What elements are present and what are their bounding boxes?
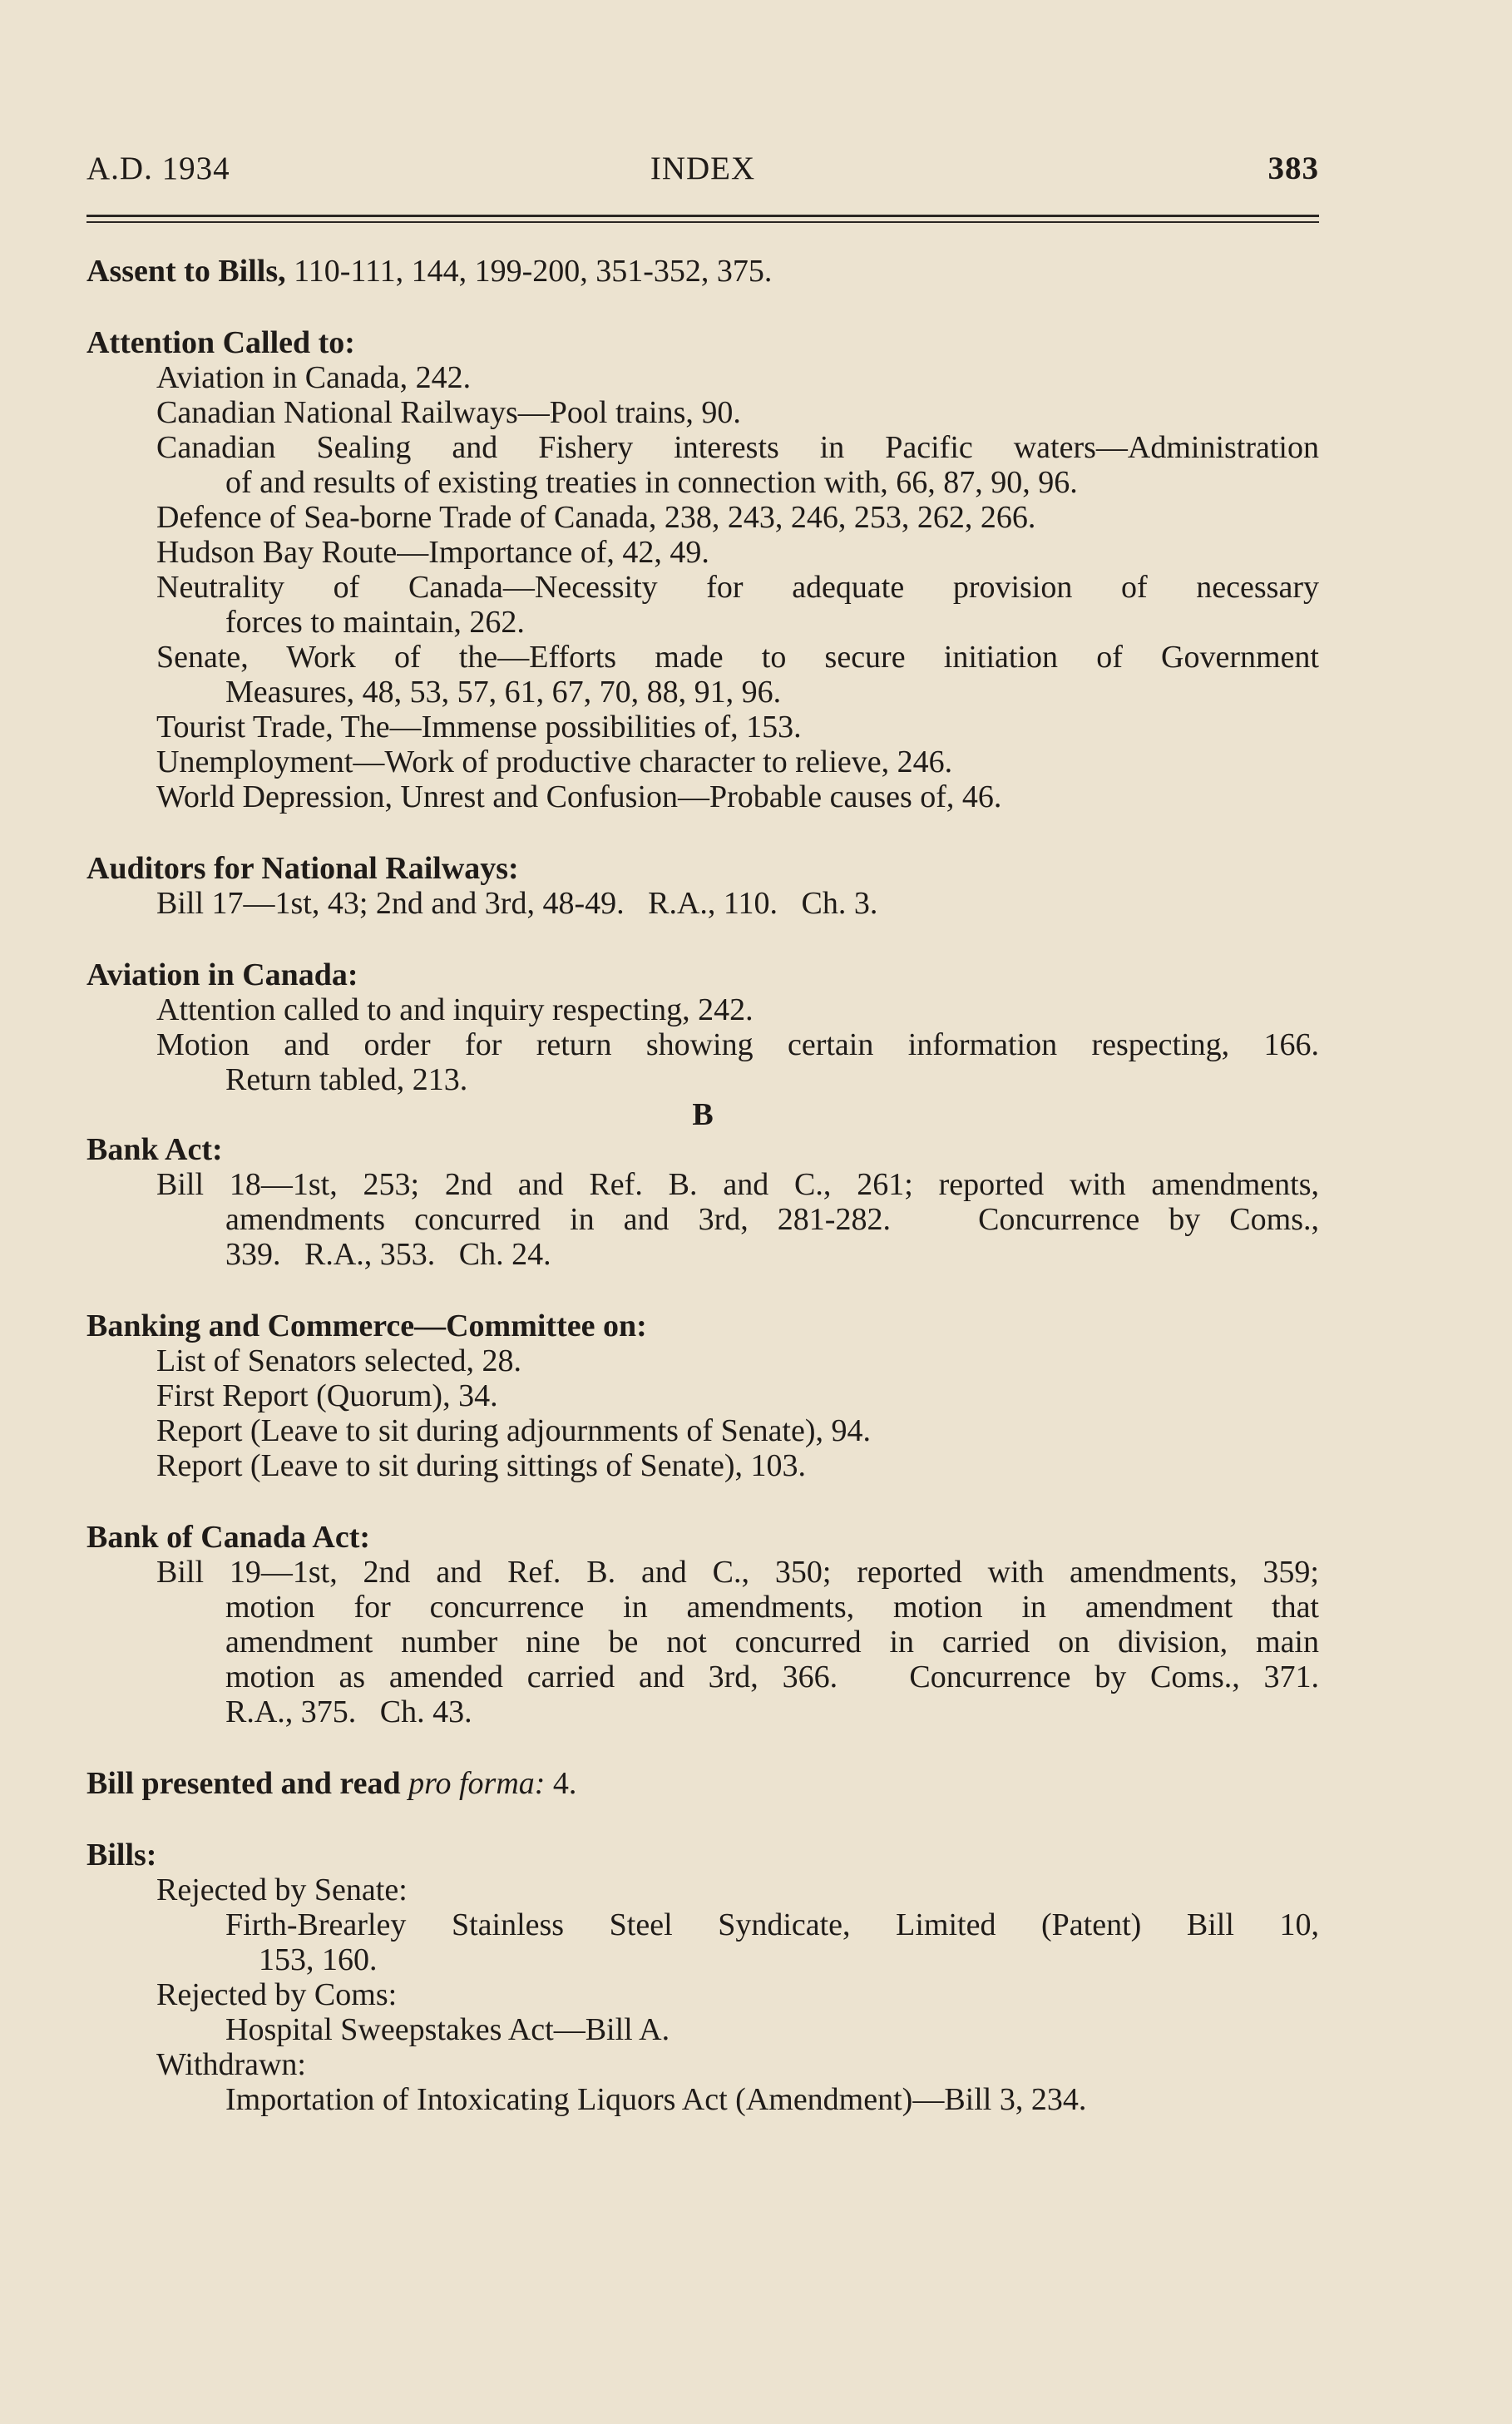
- entry-item-cont: amendment number nine be not concurred in carried on division, main: [225, 1625, 1319, 1660]
- entry-item: Bill 18—1st, 253; 2nd and Ref. B. and C., 261; reported with amendments,: [156, 1167, 1319, 1202]
- entry-item-cont: amendments concurred in and 3rd, 281-282. Concurrence by Coms.,: [225, 1202, 1319, 1237]
- entry-heading: Bill presented and read: [86, 1766, 401, 1801]
- entry-italic: pro forma:: [408, 1766, 546, 1801]
- entry-item: Withdrawn:: [156, 2047, 306, 2082]
- entry-item: Hudson Bay Route—Importance of, 42, 49.: [156, 535, 709, 570]
- index-content: [86, 254, 1319, 2117]
- entry-item: Bill 17—1st, 43; 2nd and 3rd, 48-49. R.A., 110. Ch. 3.: [156, 886, 878, 921]
- section-letter: B: [692, 1097, 714, 1132]
- entry-subitem: Importation of Intoxicating Liquors Act (Amendment)—Bill 3, 234.: [225, 2082, 1087, 2117]
- header-rule: [86, 215, 1319, 217]
- entry-heading: Aviation in Canada:: [86, 957, 358, 992]
- entry-item: Senate, Work of the—Efforts made to secure initiation of Government: [156, 640, 1319, 675]
- entry-item: Report (Leave to sit during sittings of Senate), 103.: [156, 1448, 806, 1483]
- header-title: INDEX: [650, 151, 756, 186]
- entry-item-cont: R.A., 375. Ch. 43.: [225, 1694, 472, 1729]
- entry-subitem: Firth-Brearley Stainless Steel Syndicate, Limited (Patent) Bill 10,: [225, 1907, 1319, 1942]
- entry-heading: Bills:: [86, 1838, 157, 1872]
- entry-item: Motion and order for return showing certain information respecting, 166.: [156, 1027, 1319, 1062]
- entry-item: Rejected by Coms:: [156, 1977, 398, 2012]
- entry-item-cont: Return tabled, 213.: [225, 1062, 468, 1097]
- entry-item: Attention called to and inquiry respecting, 242.: [156, 992, 754, 1027]
- entry-item: List of Senators selected, 28.: [156, 1343, 522, 1378]
- entry-heading: Banking and Commerce—Committee on:: [86, 1308, 647, 1343]
- entry-item: Report (Leave to sit during adjournments of Senate), 94.: [156, 1413, 872, 1448]
- entry-heading: Bank Act:: [86, 1132, 223, 1167]
- page-header: [86, 150, 1319, 196]
- entry-item: Aviation in Canada, 242.: [156, 360, 472, 395]
- entry-item: Rejected by Senate:: [156, 1872, 408, 1907]
- entry-assent: [86, 254, 1319, 289]
- entry-item: First Report (Quorum), 34.: [156, 1378, 498, 1413]
- entry-item-cont: of and results of existing treaties in connection with, 66, 87, 90, 96.: [225, 465, 1078, 500]
- entry-item: Defence of Sea-borne Trade of Canada, 238, 243, 246, 253, 262, 266.: [156, 500, 1036, 535]
- entry-heading: Attention Called to:: [86, 325, 355, 360]
- entry-item: Bill 19—1st, 2nd and Ref. B. and C., 350; reported with amendments, 359;: [156, 1555, 1319, 1590]
- page-number: 383: [1267, 151, 1319, 186]
- entry-item-cont: forces to maintain, 262.: [225, 605, 525, 640]
- entry-item: Unemployment—Work of productive character to relieve, 246.: [156, 745, 953, 779]
- entry-bill-presented: [86, 1766, 1319, 1801]
- entry-item: Canadian National Railways—Pool trains, 90.: [156, 395, 741, 430]
- entry-subitem: Hospital Sweepstakes Act—Bill A.: [225, 2012, 670, 2047]
- entry-item-cont: Measures, 48, 53, 57, 61, 67, 70, 88, 91, 96.: [225, 675, 782, 710]
- entry-item: Canadian Sealing and Fishery interests in Pacific waters—Administration: [156, 430, 1319, 465]
- header-rule-thin: [86, 221, 1319, 223]
- entry-heading: Auditors for National Railways:: [86, 851, 519, 886]
- entry-item: World Depression, Unrest and Confusion—Probable causes of, 46.: [156, 779, 1002, 814]
- header-date: A.D. 1934: [86, 151, 230, 186]
- entry-item: Neutrality of Canada—Necessity for adequate provision of necessary: [156, 570, 1319, 605]
- entry-heading: Bank of Canada Act:: [86, 1520, 370, 1555]
- entry-heading: Assent to Bills,: [86, 254, 286, 289]
- entry-subitem-cont: 153, 160.: [259, 1942, 378, 1977]
- entry-text: 110-111, 144, 199-200, 351-352, 375.: [285, 254, 773, 289]
- entry-item: Tourist Trade, The—Immense possibilities of, 153.: [156, 710, 802, 745]
- entry-item-cont: 339. R.A., 353. Ch. 24.: [225, 1237, 551, 1272]
- entry-text: 4.: [545, 1766, 577, 1801]
- entry-item-cont: motion for concurrence in amendments, motion in amendment that: [225, 1590, 1319, 1625]
- entry-item-cont: motion as amended carried and 3rd, 366. Concurrence by Coms., 371.: [225, 1660, 1319, 1694]
